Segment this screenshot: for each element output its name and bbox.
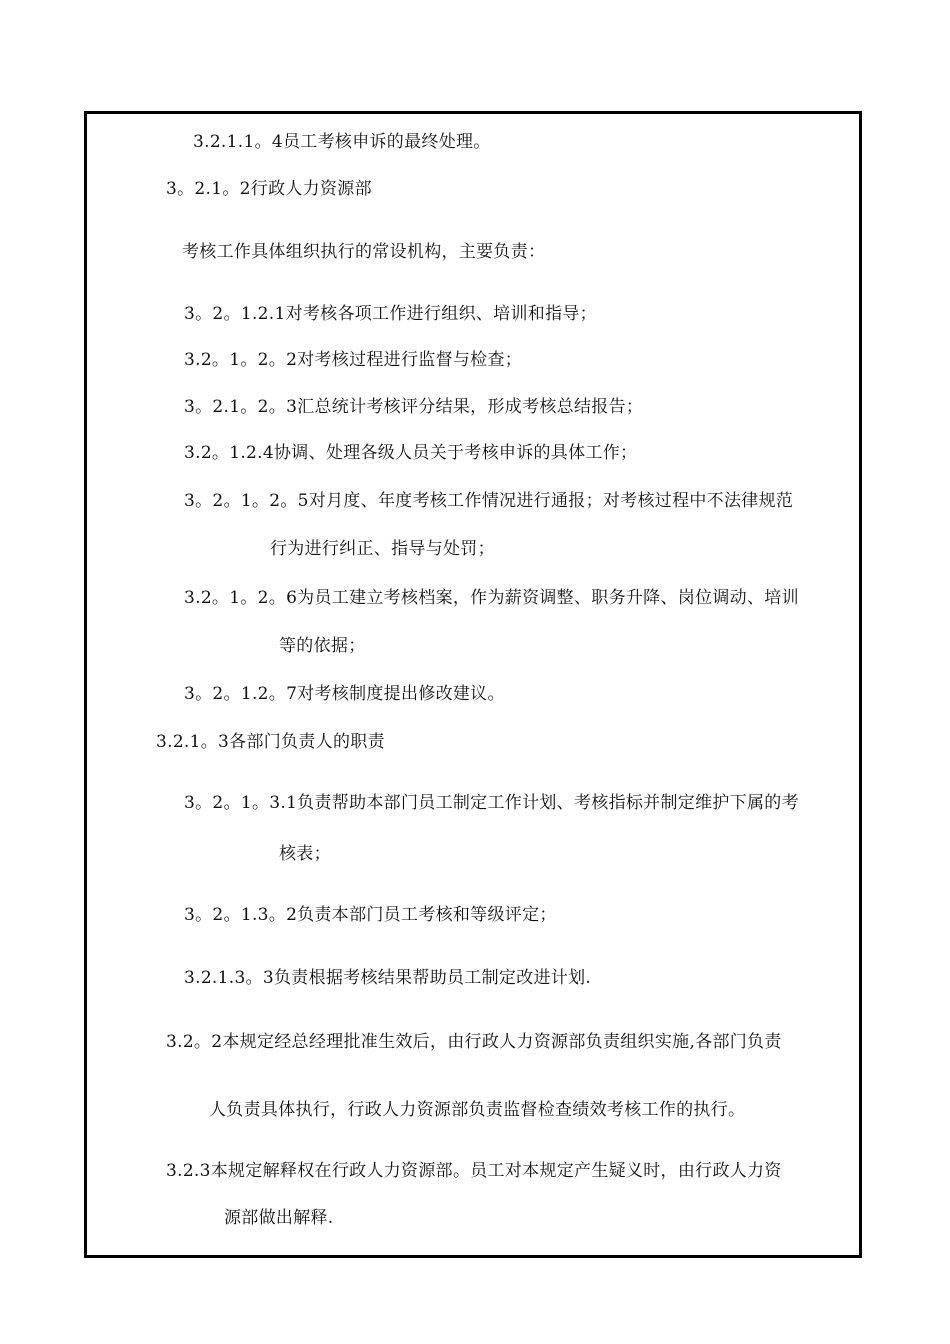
clause-3-2-1-2-2: 3.2。1。2。2对考核过程进行监督与检查；	[184, 350, 523, 370]
clause-3-2-1-2-1: 3。2。1.2.1对考核各项工作进行组织、培训和指导；	[184, 304, 597, 324]
clause-3-2-1-2-4: 3.2。1.2.4协调、处理各级人员关于考核申诉的具体工作；	[184, 443, 638, 463]
clause-3-2-3: 3.2.3本规定解释权在行政人力资源部。员工对本规定产生疑义时，由行政人力资	[166, 1161, 782, 1181]
clause-3-2-1-3-1-continued: 核表；	[279, 844, 331, 864]
clause-3-2-3-continued: 源部做出解释.	[224, 1208, 334, 1228]
clause-3-2-1-2-7: 3。2。1.2。7对考核制度提出修改建议。	[184, 684, 505, 704]
clause-3-2-1-2-6: 3.2。1。2。6为员工建立考核档案，作为薪资调整、职务升降、岗位调动、培训	[184, 588, 799, 608]
clause-3-2-1-3-3: 3.2.1.3。3负责根据考核结果帮助员工制定改进计划.	[184, 968, 592, 988]
clause-3-2-1-3-1: 3。2。1。3.1负责帮助本部门员工制定工作计划、考核指标并制定维护下属的考	[184, 793, 799, 813]
clause-3-2-1-2-5: 3。2。1。2。5对月度、年度考核工作情况进行通报；对考核过程中不法律规范	[184, 491, 794, 511]
heading-3-2-1-2: 3。2.1。2行政人力资源部	[166, 179, 372, 199]
heading-3-2-1-3: 3.2.1。3各部门负责人的职责	[156, 732, 385, 752]
clause-3-2-1-2-5-continued: 行为进行纠正、指导与处罚；	[270, 539, 495, 559]
clause-3-2-1-2-6-continued: 等的依据；	[279, 636, 366, 656]
clause-3-2-1-1-4: 3.2.1.1。4员工考核申诉的最终处理。	[193, 132, 491, 152]
clause-3-2-2-continued: 人负责具体执行，行政人力资源部负责监督检查绩效考核工作的执行。	[209, 1100, 746, 1120]
hr-dept-intro: 考核工作具体组织执行的常设机构，主要负责：	[182, 242, 546, 262]
clause-3-2-1-3-2: 3。2。1.3。2负责本部门员工考核和等级评定；	[184, 905, 557, 925]
clause-3-2-1-2-3: 3。2.1。2。3汇总统计考核评分结果，形成考核总结报告；	[184, 397, 644, 417]
clause-3-2-2: 3.2。2本规定经总经理批准生效后，由行政人力资源部负责组织实施,各部门负责	[166, 1032, 782, 1052]
